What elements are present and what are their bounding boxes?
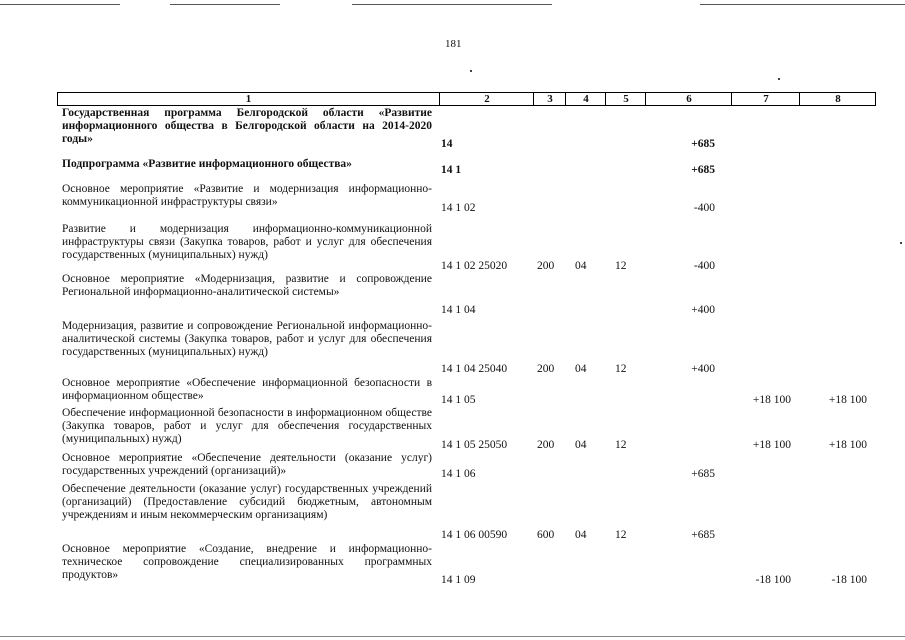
row-name: Основное мероприятие «Развитие и модернизация информационно-коммуникационной инфраструктуры связи» [62,183,432,208]
row-name: Модернизация, развитие и сопровождение Региональной информационно-аналитической системы (Закупка товаров, работ и услуг для обеспечения государственных (муниципальных) нужд) [62,320,432,358]
row-col8: +18 100 [828,394,867,406]
row-col3: 200 [537,439,555,451]
header-cell-8: 8 [799,93,876,105]
row-name: Обеспечение деятельности (оказание услуг) государственных учреждений (организаций) (Предоставление субсидий бюджетным, автономным учреждениям и иным некоммерческим организациям) [62,483,432,521]
scan-speck [470,70,472,72]
row-col4: 04 [575,529,587,541]
row-col6: +685 [691,529,715,541]
row-name: Государственная программа Белгородской области «Развитие информационного общества в Белгородской области на 2014-2020 годы» [62,107,432,145]
header-cell-7: 7 [731,93,800,105]
page-number: 181 [445,38,462,50]
row-code: 14 [441,138,453,150]
scan-artifact-line [0,4,120,5]
row-col7: -18 100 [755,574,791,586]
row-name: Подпрограмма «Развитие информационного общества» [62,158,352,170]
header-cell-2: 2 [439,93,534,105]
row-col7: +18 100 [752,439,791,451]
row-code: 14 1 05 [441,394,476,406]
row-col6: -400 [693,260,715,272]
header-cell-6: 6 [645,93,732,105]
row-code: 14 1 06 [441,468,476,480]
row-name: Обеспечение информационной безопасности в информационном обществе (Закупка товаров, работ и услуг для обеспечения государственных (муниципальных) нужд) [62,407,432,445]
scan-speck [778,78,780,80]
row-col5: 12 [615,260,627,272]
row-code: 14 1 [441,164,462,176]
row-code: 14 1 05 25050 [441,439,508,451]
row-col6: +685 [691,138,715,150]
row-col6: -400 [693,202,715,214]
row-code: 14 1 04 [441,304,476,316]
scan-artifact-line [170,4,280,5]
row-name: Основное мероприятие «Создание, внедрение и информационно-техническое сопровождение специализированных программных продуктов» [62,543,432,581]
table-header-row [57,92,876,106]
row-col3: 200 [537,260,555,272]
row-name: Основное мероприятие «Обеспечение деятельности (оказание услуг) государственных учреждений (организаций)» [62,452,432,477]
row-col4: 04 [575,363,587,375]
row-code: 14 1 06 00590 [441,529,508,541]
scan-artifact-line [700,4,905,5]
row-name: Основное мероприятие «Модернизация, развитие и сопровождение Региональной информационно-аналитической системы» [62,273,432,298]
header-cell-3: 3 [533,93,566,105]
row-col3: 200 [537,363,555,375]
row-name: Развитие и модернизация информационно-коммуникационной инфраструктуры связи (Закупка товаров, работ и услуг для обеспечения государственных (муниципальных) нужд) [62,223,432,261]
row-code: 14 1 02 25020 [441,260,508,272]
row-code: 14 1 04 25040 [441,363,508,375]
row-code: 14 1 02 [441,202,476,214]
scan-artifact-line [352,4,552,5]
row-col6: +400 [691,363,715,375]
header-cell-5: 5 [605,93,646,105]
row-col3: 600 [537,529,555,541]
header-cell-1: 1 [245,93,252,105]
row-col4: 04 [575,439,587,451]
row-col8: -18 100 [831,574,867,586]
row-col8: +18 100 [828,439,867,451]
row-name: Основное мероприятие «Обеспечение информационной безопасности в информационном обществе» [62,377,432,402]
row-code: 14 1 09 [441,574,476,586]
row-col5: 12 [615,439,627,451]
scan-artifact-line [0,636,905,637]
header-cell-4: 4 [565,93,606,105]
scan-speck [900,242,902,244]
row-col5: 12 [615,529,627,541]
row-col7: +18 100 [752,394,791,406]
row-col4: 04 [575,260,587,272]
row-col5: 12 [615,363,627,375]
row-col6: +685 [691,468,715,480]
row-col6: +400 [691,304,715,316]
row-col6: +685 [691,164,715,176]
